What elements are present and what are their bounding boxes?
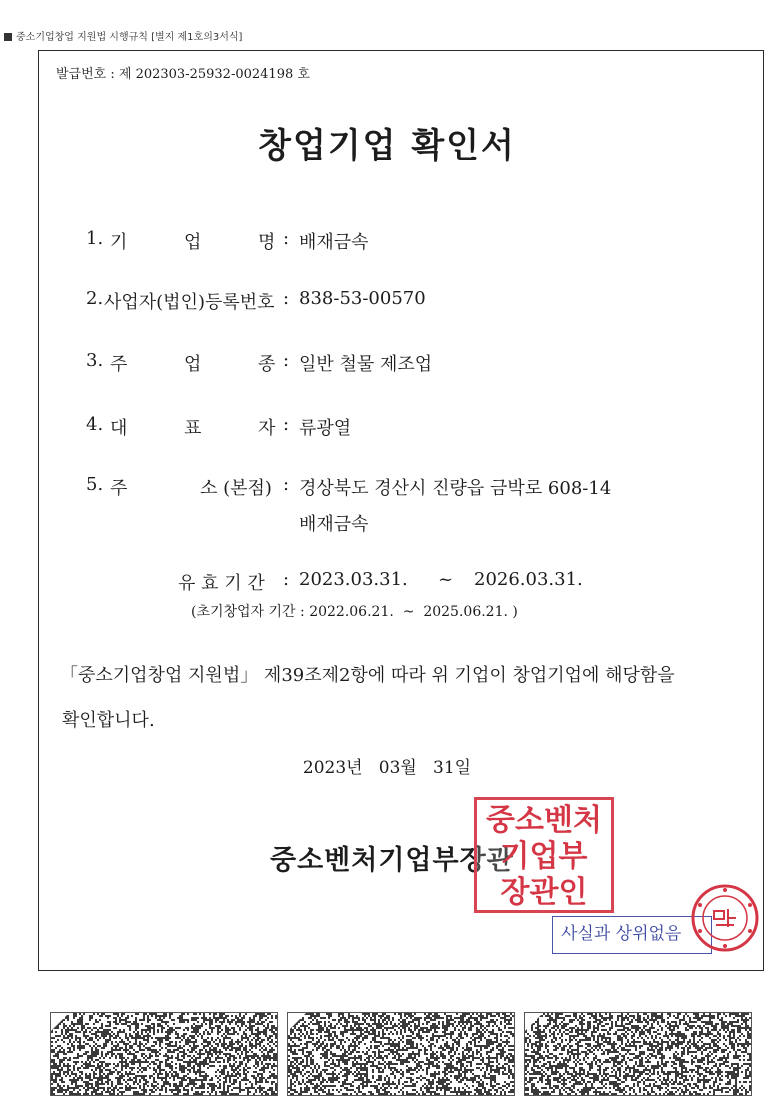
validity-tilde: ~: [438, 569, 454, 590]
field-label-char: 명: [258, 232, 276, 253]
field-label-char: 표: [184, 418, 202, 439]
field-value: 일반 철물 제조업: [299, 354, 433, 375]
field-label-char: 업: [184, 232, 202, 253]
form-reference: [4, 28, 242, 43]
official-seal: [474, 797, 614, 913]
validity-label: 유 효 기 간: [178, 573, 265, 594]
field-label-char: 자: [258, 418, 276, 439]
document-title: 창업기업 확인서: [258, 126, 516, 166]
colon: :: [283, 414, 290, 435]
field-number: 2.: [86, 288, 104, 309]
square-bullet-icon: [4, 33, 12, 41]
field-value: 류광열: [299, 418, 352, 439]
colon: :: [283, 228, 290, 249]
field-number: 4.: [86, 414, 104, 435]
round-seal-icon: [690, 883, 760, 953]
statement-line-1: 「중소기업창업 지원법」 제39조제2항에 따라 위 기업이 창업기업에 해당함을: [60, 665, 675, 686]
initial-founder-period: (초기창업자 기간 : 2022.06.21. ~ 2025.06.21. ): [191, 604, 518, 620]
issuer-name: 중소벤처기업부장관: [270, 845, 514, 876]
verification-code-3: [524, 1012, 752, 1096]
field-label-char: 주: [110, 478, 128, 499]
seal-line: 기업부: [500, 839, 588, 874]
field-value-line2: 배재금속: [299, 514, 369, 535]
colon: :: [283, 474, 290, 495]
validity-end: 2026.03.31.: [474, 569, 583, 590]
colon: :: [283, 569, 290, 590]
form-reference-text: 중소기업창업 지원법 시행규칙 [별지 제1호의3서식]: [16, 32, 243, 43]
field-label-char: 주: [110, 354, 128, 375]
verification-code-2: [287, 1012, 515, 1096]
field-number: 3.: [86, 350, 104, 371]
field-value: 경상북도 경산시 진량읍 금박로 608-14: [299, 478, 612, 499]
seal-line: 장관인: [500, 875, 588, 910]
field-number: 5.: [86, 474, 104, 495]
field-number: 1.: [86, 228, 104, 249]
verification-stamp-text: 사실과 상위없음: [561, 924, 682, 944]
field-label: 사업자(법인)등록번호: [104, 292, 275, 313]
field-label-char: 대: [110, 418, 128, 439]
field-value: 배재금속: [299, 232, 369, 253]
issue-date: 2023년 03월 31일: [302, 758, 472, 778]
field-label-char: 종: [258, 354, 276, 375]
verification-stamp: [552, 916, 712, 954]
certificate-frame: [38, 50, 764, 971]
field-label-char: 업: [184, 354, 202, 375]
field-value: 838-53-00570: [299, 288, 426, 309]
colon: :: [283, 350, 290, 371]
verification-code-1: [50, 1012, 278, 1096]
field-label: 소 (본점): [200, 478, 272, 499]
issue-number: 발급번호 : 제 202303-25932-0024198 호: [56, 67, 310, 82]
seal-line: 중소벤처: [486, 803, 602, 838]
field-label-char: 기: [110, 232, 128, 253]
validity-start: 2023.03.31.: [299, 569, 408, 590]
colon: :: [283, 288, 290, 309]
statement-line-2: 확인합니다.: [62, 710, 155, 731]
